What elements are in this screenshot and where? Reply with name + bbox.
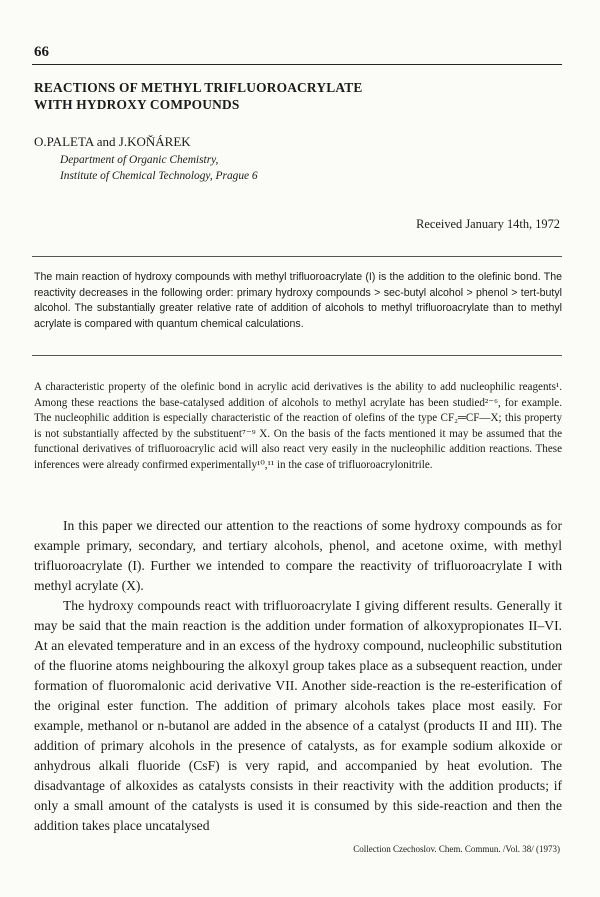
abstract-rule-bottom [32, 355, 562, 356]
abstract: The main reaction of hydroxy compounds with methyl trifluoroacrylate (I) is the addition to the olefinic bond. The reactivity decreases in the following order: primary hydroxy compounds > sec-butyl alcohol > phenol > tert-butyl alcohol. The substantially greater relative rate of addition of alcohols to methyl trifluoroacrylate than to methyl acrylate is compared with quantum chemical calculations. [34, 271, 562, 330]
body-text [34, 516, 562, 836]
affiliation-line-2: Institute of Chemical Technology, Prague 6 [60, 169, 258, 182]
page-number: 66 [34, 44, 49, 60]
received-date: Received January 14th, 1972 [416, 217, 560, 231]
abstract-rule-top [32, 256, 562, 257]
title-line-1: REACTIONS OF METHYL TRIFLUOROACRYLATE [34, 80, 363, 95]
introduction-paragraph: A characteristic property of the olefinic bond in acrylic acid derivatives is the ability to add nucleophilic reagents¹. Among these reactions the base-catalysed addition of alcohols to methyl acrylate has been studied²⁻⁶, for example. The nucleophilic addition is especially characteristic of the reaction of olefins of the type CF₂═CF—X; this property is not substantially affected by the substituent⁷⁻⁹ X. On the basis of the facts mentioned it may be assumed that the functional derivatives of trifluoroacrylic acid will also react very easily in the nucleophilic addition reactions. These inferences were already confirmed experimentally¹⁰,¹¹ in the case of trifluoroacrylonitrile. [34, 381, 562, 471]
body-paragraph-1: In this paper we directed our attention to the reactions of some hydroxy compounds as for example primary, secondary, and tertiary alcohols, phenol, and acetone oxime, with methyl trifluoroacrylate (I). Further we intended to compare the reactivity of trifluoroacrylate I with methyl acrylate (X). [34, 518, 562, 593]
body-paragraph-2: The hydroxy compounds react with trifluoroacrylate I giving different results. Generally it may be said that the main reaction is the addition under formation of alkoxypropionates II–VI. At an elevated temperature and in an excess of the hydroxy compound, nucleophilic substitution of the fluorine atoms neighbouring the alkoxyl group takes place as a subsequent reaction, under formation of fluoromalonic acid derivative VII. Another side-reaction is the re-esterification of the original ester function. The addition of primary alcohols takes place most easily. For example, methanol or n-butanol are added in the absence of a catalyst (products II and III). The addition of primary alcohols in the presence of catalysts, as for example sodium alkoxide or anhydrous alkali fluoride (CsF) is very rapid, and accompanied by heat evolution. The disadvantage of alkoxides as catalysts consists in their reactivity with the addition products; if only a small amount of the catalysts is used it is consumed by this side-reaction and then the addition takes place uncatalysed [34, 598, 562, 833]
authors: O.PALETA and J.KOŇÁREK [34, 134, 191, 149]
header-rule [32, 64, 562, 65]
footer-citation: Collection Czechoslov. Chem. Commun. /Vol. 38/ (1973) [353, 844, 560, 854]
affiliation [60, 153, 258, 184]
title-line-2: WITH HYDROXY COMPOUNDS [34, 97, 240, 112]
affiliation-line-1: Department of Organic Chemistry, [60, 154, 219, 166]
article-title [34, 79, 362, 113]
